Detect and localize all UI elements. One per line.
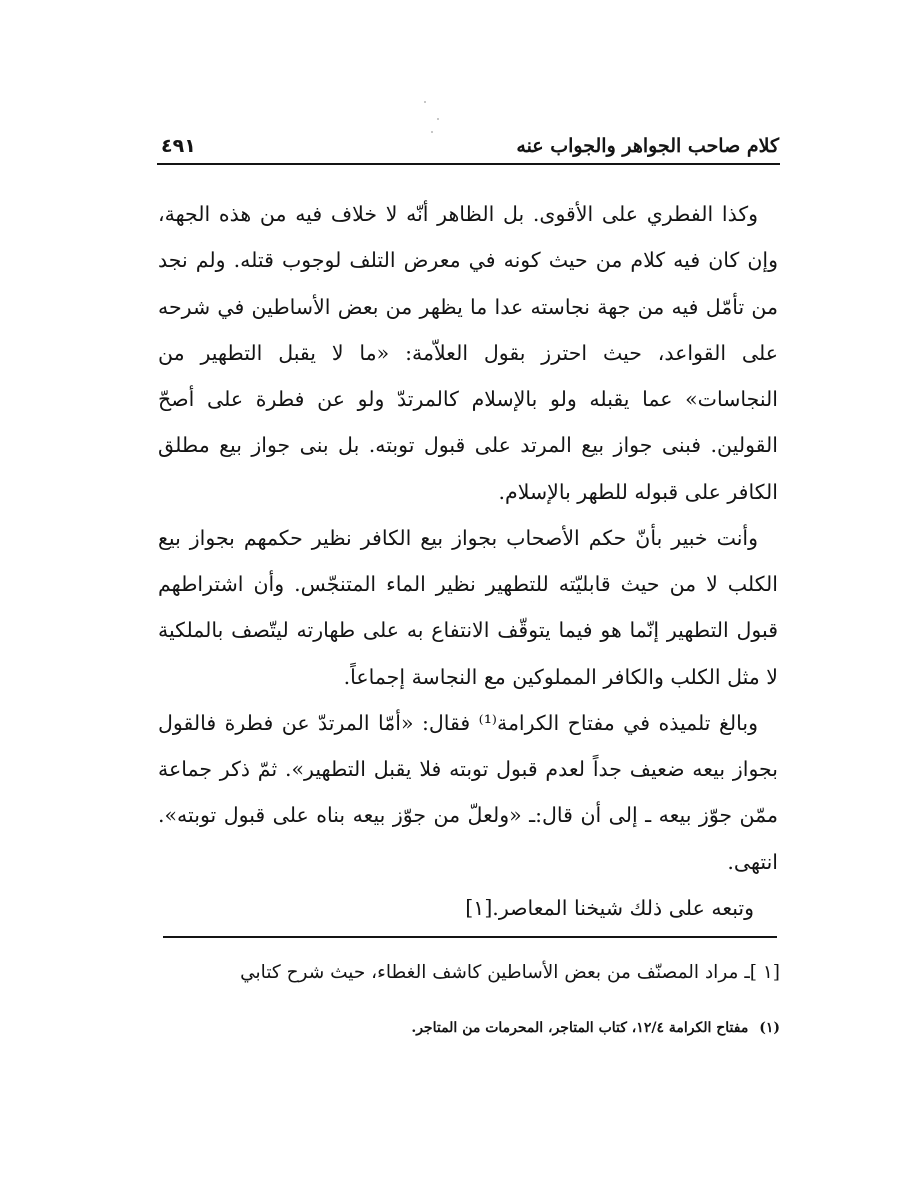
main-text [158, 191, 778, 931]
closing-line: وتبعه على ذلك شيخنا المعاصر.[١] [465, 895, 754, 920]
paragraph [158, 700, 778, 885]
footnote-number: (١) [759, 1020, 780, 1036]
scan-speck [437, 118, 439, 120]
paragraph [158, 515, 778, 700]
paragraph-text: وبالغ تلميذه في مفتاح الكرامة⁽¹⁾ فقال: «أمّا المرتدّ عن فطرة فالقول بجواز بيعه ضعيف جداً لعدم قبول توبته فلا يقبل التطهير». ثمّ ذكر جماعة ممّن جوّز بيعه ـ إلى أن قال:ـ «ولعلّ من جوّز بيعه بناه على قبول توبته». انتهى. [158, 710, 778, 874]
footnote-divider [163, 936, 777, 938]
source-footnote [160, 1016, 780, 1040]
paragraph [158, 191, 778, 515]
editor-footnote: [١ ]ـ مراد المصنّف من بعض الأساطين كاشف الغطاء، حيث شرح كتابي [240, 962, 780, 983]
paragraph-text: وكذا الفطري على الأقوى. بل الظاهر أنّه لا خلاف فيه من هذه الجهة، وإن كان فيه كلام من حيث كونه في معرض التلف لوجوب قتله. ولم نجد من تأمّل فيه من جهة نجاسته عدا ما يظهر من بعض الأساطين في شرحه على القواعد، حيث احترز بقول العلاّمة: «ما لا يقبل التطهير من النجاسات» عما يقبله ولو بالإسلام كالمرتدّ ولو عن فطرة على أصحّ القولين. فبنى جواز بيع المرتد على قبول توبته. بل بنى جواز بيع مطلق الكافر على قبوله للطهر بالإسلام. [158, 202, 778, 504]
scan-speck [424, 101, 426, 103]
header-divider [157, 163, 780, 165]
page-number: ٤٩١ [161, 135, 196, 157]
running-title: كلام صاحب الجواهر والجواب عنه [516, 135, 779, 157]
page-header [157, 132, 779, 162]
paragraph-text: وأنت خبير بأنّ حكم الأصحاب بجواز بيع الكافر نظير حكمهم بجواز بيع الكلب لا من حيث قابليّته للتطهير نظير الماء المتنجّس. وأن اشتراطهم قبول التطهير إنّما هو فيما يتوقّف الانتفاع به على طهارته ليتّصف بالملكية لا مثل الكلب والكافر المملوكين مع النجاسة إجماعاً. [158, 525, 778, 689]
footnote-text: مفتاح الكرامة ١٢/٤، كتاب المتاجر، المحرمات من المتاجر. [411, 1020, 749, 1036]
